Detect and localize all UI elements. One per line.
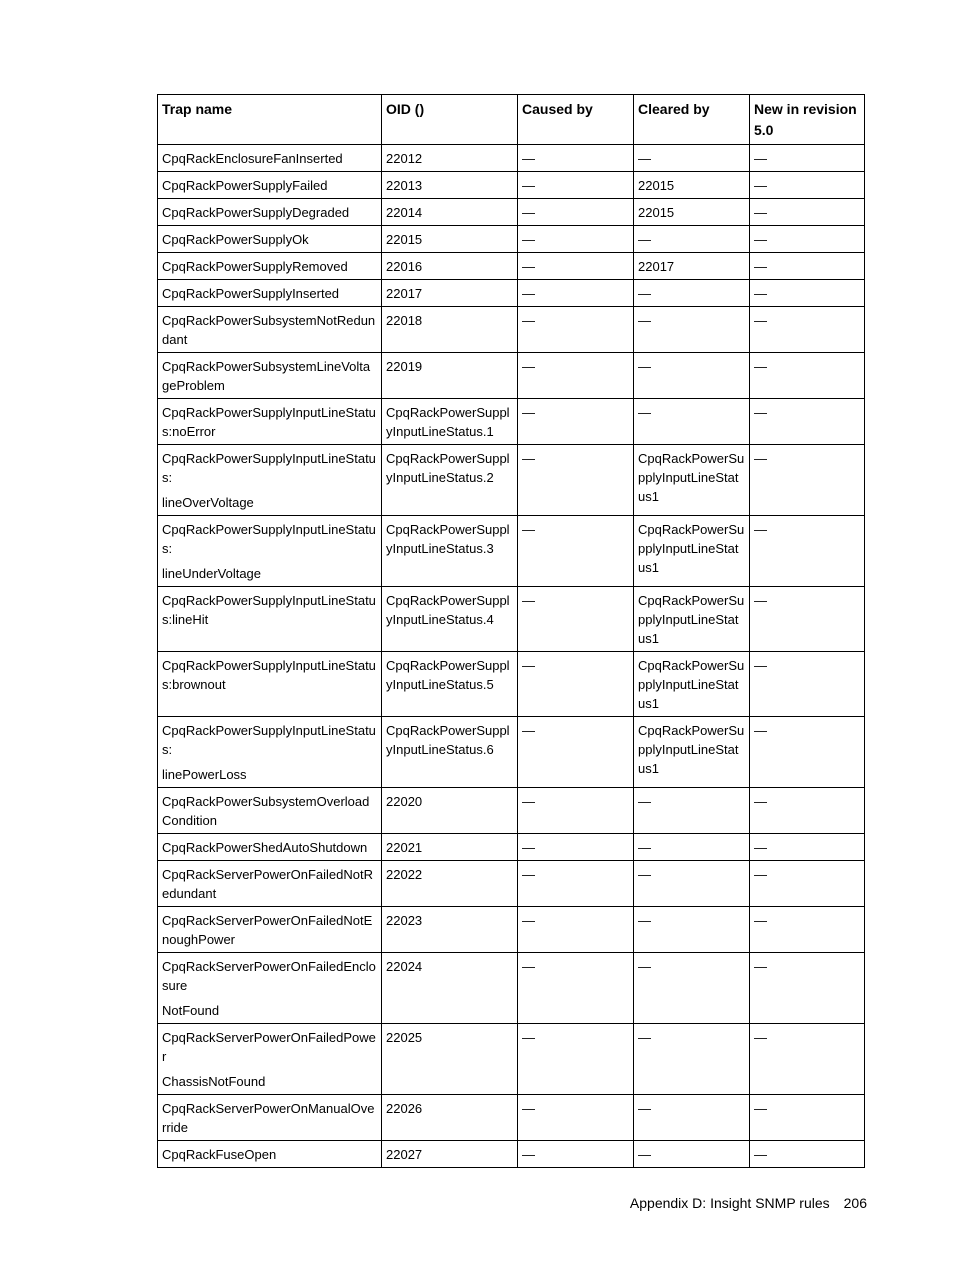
cell-new-in-revision: — <box>750 172 865 199</box>
cell-caused-by: — <box>518 353 634 399</box>
cell-oid: CpqRackPowerSupplyInputLineStatus.2 <box>382 445 518 516</box>
table-row <box>158 516 865 587</box>
cell-caused-by: — <box>518 1024 634 1095</box>
cell-caused-by: — <box>518 199 634 226</box>
cell-cleared-by: — <box>634 307 750 353</box>
cell-oid: 22018 <box>382 307 518 353</box>
cell-cleared-by: — <box>634 861 750 907</box>
header-oid: OID () <box>382 95 518 145</box>
cell-caused-by: — <box>518 907 634 953</box>
cell-trap-name: CpqRackPowerSupplyOk <box>158 226 382 253</box>
trap-name-line: CpqRackServerPowerOnFailedEnclosure <box>162 959 376 993</box>
table-row <box>158 717 865 788</box>
table-body <box>158 145 865 1168</box>
cell-cleared-by: — <box>634 834 750 861</box>
cell-oid: 22026 <box>382 1095 518 1141</box>
trap-name-continuation: ChassisNotFound <box>162 1074 266 1089</box>
table-row <box>158 353 865 399</box>
cell-oid: 22017 <box>382 280 518 307</box>
table-row <box>158 199 865 226</box>
cell-cleared-by: — <box>634 145 750 172</box>
cell-cleared-by: — <box>634 353 750 399</box>
cell-trap-name: CpqRackPowerSupplyInputLineStatus:lineHit <box>158 587 382 652</box>
cell-trap-name: CpqRackPowerSupplyRemoved <box>158 253 382 280</box>
cell-new-in-revision: — <box>750 445 865 516</box>
cell-oid: CpqRackPowerSupplyInputLineStatus.1 <box>382 399 518 445</box>
cell-new-in-revision: — <box>750 199 865 226</box>
cell-new-in-revision: — <box>750 788 865 834</box>
table-row <box>158 145 865 172</box>
cell-new-in-revision: — <box>750 353 865 399</box>
cell-trap-name: CpqRackEnclosureFanInserted <box>158 145 382 172</box>
cell-new-in-revision: — <box>750 861 865 907</box>
cell-new-in-revision: — <box>750 226 865 253</box>
cell-oid: 22013 <box>382 172 518 199</box>
cell-cleared-by: CpqRackPowerSupplyInputLineStatus1 <box>634 587 750 652</box>
cell-caused-by: — <box>518 307 634 353</box>
cell-cleared-by: — <box>634 1024 750 1095</box>
trap-name-continuation: NotFound <box>162 1003 220 1018</box>
header-caused-by: Caused by <box>518 95 634 145</box>
cell-cleared-by: 22015 <box>634 172 750 199</box>
cell-new-in-revision: — <box>750 1024 865 1095</box>
cell-caused-by: — <box>518 788 634 834</box>
table-row <box>158 1024 865 1095</box>
cell-oid: 22019 <box>382 353 518 399</box>
page-footer <box>630 1195 867 1211</box>
cell-trap-name <box>158 953 382 1024</box>
cell-trap-name: CpqRackPowerShedAutoShutdown <box>158 834 382 861</box>
table-row <box>158 587 865 652</box>
cell-trap-name <box>158 717 382 788</box>
table-row <box>158 1095 865 1141</box>
cell-cleared-by: — <box>634 399 750 445</box>
page-number: 206 <box>843 1195 867 1211</box>
cell-trap-name: CpqRackServerPowerOnManualOverride <box>158 1095 382 1141</box>
cell-caused-by: — <box>518 1095 634 1141</box>
trap-name-line: CpqRackPowerSupplyInputLineStatus: <box>162 522 376 556</box>
cell-new-in-revision: — <box>750 587 865 652</box>
cell-oid: CpqRackPowerSupplyInputLineStatus.3 <box>382 516 518 587</box>
trap-name-line: CpqRackServerPowerOnFailedPower <box>162 1030 376 1064</box>
table-row <box>158 788 865 834</box>
cell-caused-by: — <box>518 399 634 445</box>
table-header-row <box>158 95 865 145</box>
cell-new-in-revision: — <box>750 145 865 172</box>
cell-trap-name: CpqRackPowerSupplyInserted <box>158 280 382 307</box>
table-row <box>158 445 865 516</box>
table-row <box>158 834 865 861</box>
cell-new-in-revision: — <box>750 834 865 861</box>
cell-trap-name: CpqRackFuseOpen <box>158 1141 382 1168</box>
cell-new-in-revision: — <box>750 253 865 280</box>
header-new-in-revision: New in revision 5.0 <box>750 95 865 145</box>
cell-caused-by: — <box>518 1141 634 1168</box>
cell-trap-name <box>158 516 382 587</box>
cell-trap-name: CpqRackPowerSupplyDegraded <box>158 199 382 226</box>
cell-trap-name: CpqRackPowerSupplyInputLineStatus:brownout <box>158 652 382 717</box>
cell-caused-by: — <box>518 652 634 717</box>
header-cleared-by: Cleared by <box>634 95 750 145</box>
cell-caused-by: — <box>518 253 634 280</box>
cell-oid: 22015 <box>382 226 518 253</box>
cell-cleared-by: CpqRackPowerSupplyInputLineStatus1 <box>634 445 750 516</box>
table-row <box>158 652 865 717</box>
cell-oid: 22016 <box>382 253 518 280</box>
cell-new-in-revision: — <box>750 1141 865 1168</box>
trap-name-line: CpqRackPowerSupplyInputLineStatus: <box>162 723 376 757</box>
cell-cleared-by: — <box>634 907 750 953</box>
cell-caused-by: — <box>518 834 634 861</box>
cell-oid: 22014 <box>382 199 518 226</box>
table-row <box>158 226 865 253</box>
table-row <box>158 861 865 907</box>
cell-oid: 22022 <box>382 861 518 907</box>
table-row <box>158 907 865 953</box>
cell-trap-name <box>158 1024 382 1095</box>
cell-oid: 22024 <box>382 953 518 1024</box>
cell-new-in-revision: — <box>750 953 865 1024</box>
cell-trap-name <box>158 445 382 516</box>
cell-trap-name: CpqRackPowerSubsystemNotRedundant <box>158 307 382 353</box>
table-row <box>158 253 865 280</box>
trap-table <box>157 94 865 1168</box>
cell-new-in-revision: — <box>750 280 865 307</box>
cell-trap-name: CpqRackPowerSubsystemOverloadCondition <box>158 788 382 834</box>
table-row <box>158 953 865 1024</box>
cell-trap-name: CpqRackPowerSupplyInputLineStatus:noError <box>158 399 382 445</box>
cell-new-in-revision: — <box>750 652 865 717</box>
table-row <box>158 1141 865 1168</box>
cell-oid: 22023 <box>382 907 518 953</box>
cell-caused-by: — <box>518 953 634 1024</box>
cell-trap-name: CpqRackPowerSupplyFailed <box>158 172 382 199</box>
cell-caused-by: — <box>518 145 634 172</box>
table-row <box>158 307 865 353</box>
cell-caused-by: — <box>518 280 634 307</box>
cell-cleared-by: — <box>634 788 750 834</box>
cell-caused-by: — <box>518 861 634 907</box>
cell-oid: CpqRackPowerSupplyInputLineStatus.4 <box>382 587 518 652</box>
cell-caused-by: — <box>518 445 634 516</box>
cell-new-in-revision: — <box>750 1095 865 1141</box>
cell-oid: 22012 <box>382 145 518 172</box>
cell-cleared-by: CpqRackPowerSupplyInputLineStatus1 <box>634 717 750 788</box>
cell-oid: 22025 <box>382 1024 518 1095</box>
cell-oid: 22027 <box>382 1141 518 1168</box>
cell-oid: 22021 <box>382 834 518 861</box>
table-row <box>158 399 865 445</box>
trap-name-continuation: lineOverVoltage <box>162 495 254 510</box>
trap-name-continuation: lineUnderVoltage <box>162 566 262 581</box>
cell-cleared-by: CpqRackPowerSupplyInputLineStatus1 <box>634 516 750 587</box>
cell-cleared-by: — <box>634 226 750 253</box>
cell-new-in-revision: — <box>750 399 865 445</box>
cell-caused-by: — <box>518 172 634 199</box>
cell-caused-by: — <box>518 587 634 652</box>
cell-trap-name: CpqRackServerPowerOnFailedNotEnoughPower <box>158 907 382 953</box>
cell-cleared-by: — <box>634 280 750 307</box>
cell-caused-by: — <box>518 717 634 788</box>
header-trap-name: Trap name <box>158 95 382 145</box>
table-row <box>158 280 865 307</box>
cell-cleared-by: 22017 <box>634 253 750 280</box>
cell-cleared-by: — <box>634 1095 750 1141</box>
cell-new-in-revision: — <box>750 907 865 953</box>
cell-trap-name: CpqRackServerPowerOnFailedNotRedundant <box>158 861 382 907</box>
cell-caused-by: — <box>518 226 634 253</box>
cell-new-in-revision: — <box>750 516 865 587</box>
cell-new-in-revision: — <box>750 307 865 353</box>
table-row <box>158 172 865 199</box>
trap-name-continuation: linePowerLoss <box>162 767 247 782</box>
cell-cleared-by: — <box>634 1141 750 1168</box>
cell-trap-name: CpqRackPowerSubsystemLineVoltageProblem <box>158 353 382 399</box>
cell-oid: CpqRackPowerSupplyInputLineStatus.5 <box>382 652 518 717</box>
cell-oid: 22020 <box>382 788 518 834</box>
cell-cleared-by: — <box>634 953 750 1024</box>
footer-section: Appendix D: Insight SNMP rules <box>629 1195 830 1211</box>
cell-cleared-by: CpqRackPowerSupplyInputLineStatus1 <box>634 652 750 717</box>
cell-oid: CpqRackPowerSupplyInputLineStatus.6 <box>382 717 518 788</box>
cell-new-in-revision: — <box>750 717 865 788</box>
cell-cleared-by: 22015 <box>634 199 750 226</box>
cell-caused-by: — <box>518 516 634 587</box>
trap-name-line: CpqRackPowerSupplyInputLineStatus: <box>162 451 376 485</box>
